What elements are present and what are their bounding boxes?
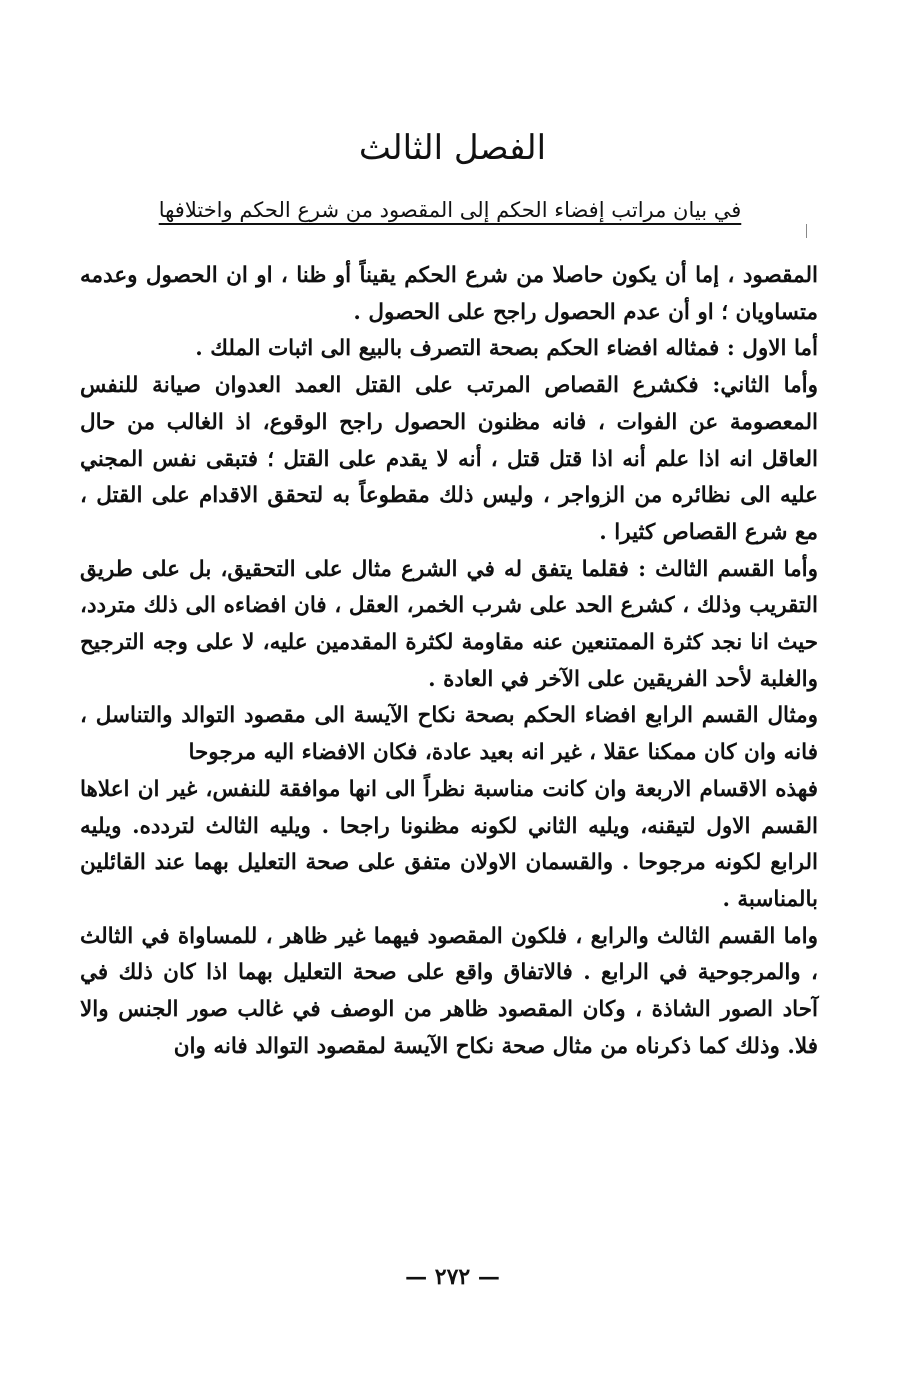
paragraph: أما الاول : فمثاله افضاء الحكم بصحة التصرف بالبيع الى اثبات الملك . [195, 336, 818, 362]
paragraph: وأما الثاني: فكشرع القصاص المرتب على القتل العمد العدوان صيانة للنفس المعصومة عن الفوات ، فانه مظنون الحصول راجح الوقوع، اذ الغالب من حال العاقل انه اذا علم أنه اذا قتل قتل ، أنه لا يقدم على القتل ؛ فتبقى نفس المجني عليه الى نظائره من الزواجر ، وليس ذلك مقطوعاً به لتحقق الاقدام على القتل ، مع شرع القصاص كثيرا . [80, 373, 818, 545]
margin-mark [806, 224, 807, 238]
chapter-subtitle: في بيان مراتب إفضاء الحكم إلى المقصود من شرع الحكم واختلافها [158, 198, 742, 222]
body-text [80, 258, 818, 1065]
paragraph: المقصود ، إما أن يكون حاصلا من شرع الحكم يقيناً أو ظنا ، او ان الحصول وعدمه متساويان ؛ او أن عدم الحصول راجح على الحصول . [80, 263, 818, 325]
paragraph: ومثال القسم الرابع افضاء الحكم بصحة نكاح الآيسة الى مقصود التوالد والتناسل ، فانه وان كان ممكنا عقلا ، غير انه بعيد عادة، فكان الافضاء اليه مرجوحا [80, 703, 818, 766]
paragraph: وأما القسم الثالث : فقلما يتفق له في الشرع مثال على التحقيق، بل على طريق التقريب وذلك ، كشرع الحد على شرب الخمر، العقل ، فان افضاءه الى ذلك متردد، حيث انا نجد كثرة الممتنعين عنه مقاومة لكثرة المقدمين عليه، لا على وجه الترجيح والغلبة لأحد الفريقين على الآخر في العادة . [80, 556, 818, 692]
page-number: — ٢٧٢ — [405, 1264, 500, 1290]
chapter-title: الفصل الثالث [358, 128, 547, 168]
paragraph: فهذه الاقسام الاربعة وان كانت مناسبة نظراً الى انها موافقة للنفس، غير ان اعلاها القسم الاول لتيقنه، ويليه الثاني لكونه مظنونا راجحا . ويليه الثالث لتردده. ويليه الرابع لكونه مرجوحا . والقسمان الاولان متفق على صحة التعليل بهما عند القائلين بالمناسبة . [80, 776, 818, 912]
paragraph: واما القسم الثالث والرابع ، فلكون المقصود فيهما غير ظاهر ، للمساواة في الثالث ، والمرجوحية في الرابع . فالاتفاق واقع على صحة التعليل بهما اذا كان ذلك في آحاد الصور الشاذة ، وكان المقصود ظاهر من الوصف في غالب صور الجنس والا فلا. وذلك كما ذكرناه من مثال صحة نكاح الآيسة لمقصود التوالد فانه وان [80, 923, 818, 1059]
